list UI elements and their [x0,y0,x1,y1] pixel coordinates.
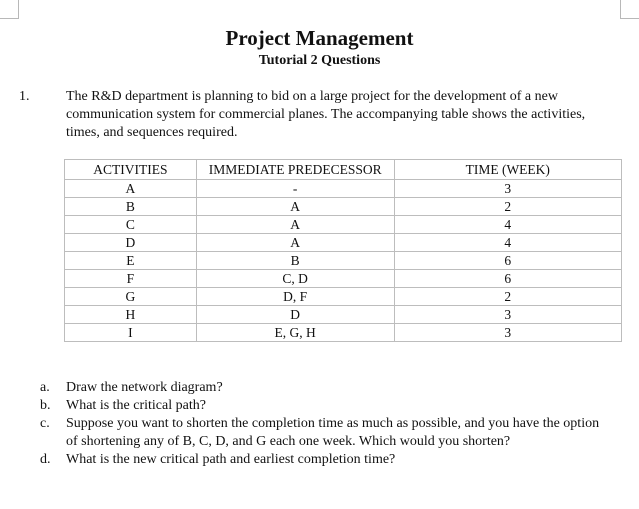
cell-time: 6 [394,270,621,288]
subquestion-text: What is the new critical path and earliest completion time? [66,452,396,467]
cell-predecessor: C, D [196,270,394,288]
document-title: Project Management [225,26,414,50]
cell-predecessor: A [196,198,394,216]
subquestion-letter: d. [40,452,51,467]
subquestion-list [40,379,610,469]
subquestion-a [40,379,610,397]
question-intro: The R&D department is planning to bid on a large project for the development of a new communication system for commercial planes. The accompanying table shows the activities, times, and sequences required. [66,89,586,140]
cell-activity: F [65,270,197,288]
cell-time: 4 [394,216,621,234]
table-row [65,252,622,270]
table-header-row [65,160,622,180]
table-row [65,198,622,216]
table-row [65,234,622,252]
subquestion-text: Draw the network diagram? [66,380,223,395]
cell-activity: I [65,324,197,342]
subquestion-c [40,415,610,451]
cell-activity: B [65,198,197,216]
subquestion-letter: a. [40,380,50,395]
cell-time: 2 [394,198,621,216]
activities-table [64,159,622,342]
subquestion-d [40,451,610,469]
cell-predecessor: B [196,252,394,270]
table-row [65,270,622,288]
subquestion-b [40,397,610,415]
subquestion-letter: b. [40,398,51,413]
cell-time: 4 [394,234,621,252]
cell-predecessor: A [196,234,394,252]
header-activities: ACTIVITIES [65,160,197,180]
cell-activity: D [65,234,197,252]
document-subtitle: Tutorial 2 Questions [258,53,381,68]
cell-predecessor: E, G, H [196,324,394,342]
cell-time: 3 [394,306,621,324]
subquestion-letter: c. [40,416,50,431]
cell-activity: E [65,252,197,270]
subquestion-text: Suppose you want to shorten the completion time as much as possible, and you have the option of shortening any of B, C, D, and G each one week. Which would you shorten? [66,416,600,449]
cell-predecessor: D, F [196,288,394,306]
header-immediate-predecessor: IMMEDIATE PREDECESSOR [196,160,394,180]
cell-predecessor: - [196,180,394,198]
table-row [65,216,622,234]
question-number: 1. [19,89,30,104]
cell-predecessor: A [196,216,394,234]
cell-time: 6 [394,252,621,270]
header-time-week: TIME (WEEK) [394,160,621,180]
cell-activity: A [65,180,197,198]
page-corner-mark-left [0,0,19,19]
table-row [65,180,622,198]
cell-activity: H [65,306,197,324]
cell-time: 3 [394,180,621,198]
cell-time: 2 [394,288,621,306]
cell-predecessor: D [196,306,394,324]
cell-activity: G [65,288,197,306]
table-row [65,306,622,324]
page-corner-mark-right [620,0,639,19]
cell-time: 3 [394,324,621,342]
cell-activity: C [65,216,197,234]
table-row [65,288,622,306]
table-row [65,324,622,342]
subquestion-text: What is the critical path? [66,398,206,413]
